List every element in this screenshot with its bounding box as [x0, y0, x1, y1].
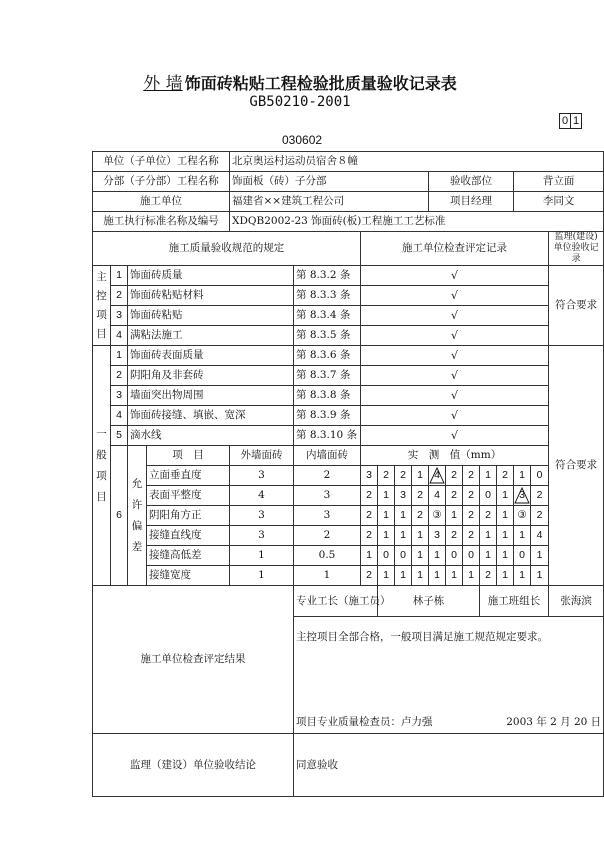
item-no: 1 [111, 346, 128, 366]
measured-value: 2 [412, 506, 429, 526]
dev-ext: 1 [230, 546, 294, 566]
unit-label: 单位（子单位）工程名称 [93, 152, 230, 172]
dev-ext: 3 [230, 466, 294, 486]
dev-ext: 3 [230, 506, 294, 526]
measured-value: 1 [463, 566, 480, 586]
dev-item-name: 立面垂直度 [147, 466, 230, 486]
item-clause: 第 8.3.4 条 [294, 306, 361, 326]
general-result: 符合要求 [549, 346, 604, 586]
measured-value: ③ [514, 506, 531, 526]
inspection-table [92, 151, 604, 797]
contractor-result-text: 主控项目全部合格，一般项目满足施工规范规定要求。 [294, 617, 604, 712]
dev-int: 3 [294, 486, 361, 506]
page-digit: 0 [559, 113, 571, 129]
measured-value: 0 [463, 546, 480, 566]
contractor-label: 施工单位 [93, 192, 230, 212]
supervise-heading: 监理(建设)单位验收记录 [549, 232, 604, 266]
measured-value: 0 [378, 546, 395, 566]
title-text: 饰面砖粘贴工程检验批质量验收记录表 [184, 74, 457, 93]
item-clause: 第 8.3.3 条 [294, 286, 361, 306]
accept-part-label: 验收部位 [429, 172, 514, 192]
foreman-label: 专业工长（施工员） [294, 586, 378, 617]
measured-value: 3 [361, 466, 378, 486]
measured-value: 1 [395, 506, 412, 526]
dev-int: 3 [294, 506, 361, 526]
pm-label: 项目经理 [429, 192, 514, 212]
measured-value: 1 [412, 546, 429, 566]
col-measured-head: 实 测 值（mm） [361, 446, 549, 466]
check-mark: √ [361, 366, 549, 386]
measured-value: 2 [531, 506, 549, 526]
measured-value: 4 [429, 466, 446, 486]
check-mark: √ [361, 306, 549, 326]
item-name: 阴阳角及非套砖 [128, 366, 294, 386]
check-mark: √ [361, 326, 549, 346]
item-clause: 第 8.3.6 条 [294, 346, 361, 366]
measured-value: 2 [361, 486, 378, 506]
dev-item-name: 接缝直线度 [147, 526, 230, 546]
check-mark: √ [361, 406, 549, 426]
measured-value: 2 [361, 506, 378, 526]
measured-value: 2 [446, 526, 463, 546]
item-name: 饰面砖粘贴 [128, 306, 294, 326]
col-int-head: 内墙面砖 [294, 446, 361, 466]
item-no: 1 [111, 266, 128, 286]
measured-value: 2 [378, 466, 395, 486]
inspection-date: 2003 年 2 月 20 日 [506, 715, 602, 728]
measured-value: 2 [446, 466, 463, 486]
triangle-mark-icon [429, 467, 445, 484]
dev-int: 2 [294, 466, 361, 486]
dev-ext: 4 [230, 486, 294, 506]
measured-value: 2 [497, 466, 514, 486]
measured-value: 1 [446, 506, 463, 526]
measured-value: 3 [395, 486, 412, 506]
dev-item-name: 表面平整度 [147, 486, 230, 506]
measured-value: 0 [514, 546, 531, 566]
measured-value: ③ [429, 506, 446, 526]
measured-value: 2 [446, 486, 463, 506]
dev-ext: 1 [230, 566, 294, 586]
measured-value: 1 [514, 526, 531, 546]
measured-value: 2 [480, 566, 497, 586]
item-no: 4 [111, 406, 128, 426]
dev-int: 2 [294, 526, 361, 546]
item-no: 3 [111, 306, 128, 326]
measured-value: 1 [361, 546, 378, 566]
measured-value: 1 [378, 566, 395, 586]
general-label: 一般项目 [93, 346, 111, 586]
supervisor-label: 监理（建设）单位验收结论 [93, 734, 294, 797]
item-name: 饰面砖粘贴材料 [128, 286, 294, 306]
measured-value: 1 [480, 466, 497, 486]
dev-item-name: 接缝高低差 [147, 546, 230, 566]
title-location: 外 墙 [143, 74, 183, 94]
measured-value: 2 [463, 486, 480, 506]
measured-value: 2 [395, 466, 412, 486]
measured-value: 1 [412, 466, 429, 486]
measured-value: 2 [361, 566, 378, 586]
measured-value: 1 [412, 566, 429, 586]
deviation-row [93, 566, 604, 586]
deviation-spacer [128, 446, 147, 586]
subdivision-label: 分部（子分部）工程名称 [93, 172, 230, 192]
item-name: 满粘法施工 [128, 326, 294, 346]
dev-item-name: 接缝宽度 [147, 566, 230, 586]
dev-int: 0.5 [294, 546, 361, 566]
measured-value: 1 [497, 526, 514, 546]
deviation-row [93, 526, 604, 546]
measured-value: 1 [531, 566, 549, 586]
item-no: 3 [111, 386, 128, 406]
measured-value: 2 [412, 486, 429, 506]
dev-int: 1 [294, 566, 361, 586]
item-clause: 第 8.3.5 条 [294, 326, 361, 346]
measured-value: 1 [412, 526, 429, 546]
measured-value: 1 [378, 506, 395, 526]
deviation-row [93, 546, 604, 566]
page-number [560, 113, 582, 129]
measured-value: 1 [514, 566, 531, 586]
deviation-label: 允许偏差 [131, 477, 143, 553]
measured-value: 1 [480, 546, 497, 566]
item-no: 4 [111, 326, 128, 346]
deviation-row [93, 506, 604, 526]
measured-value: 1 [531, 546, 549, 566]
contractor-result-label: 施工单位检查评定结果 [93, 586, 294, 734]
measured-value: 1 [395, 566, 412, 586]
deviation-row [93, 486, 604, 506]
measured-value: 3 [429, 526, 446, 546]
check-mark: √ [361, 426, 549, 446]
form-title [0, 74, 600, 94]
measured-value: 1 [497, 506, 514, 526]
measured-value: 0 [531, 466, 549, 486]
measured-value: 2 [361, 526, 378, 546]
measured-value: 0 [395, 546, 412, 566]
standard-value: XDQB2002-23 饰面砖(板)工程施工工艺标准 [230, 212, 604, 232]
accept-part-value: 背立面 [514, 172, 604, 192]
item-no: 2 [111, 286, 128, 306]
deviation-row [93, 466, 604, 486]
measured-value: 1 [514, 466, 531, 486]
pm-value: 李同文 [514, 192, 604, 212]
page-digit: 1 [570, 113, 582, 129]
dev-item-name: 阴阳角方正 [147, 506, 230, 526]
measured-value: 0 [480, 486, 497, 506]
unit-value: 北京奥运村运动员宿舍８幢 [230, 152, 604, 172]
form-code: 030602 [282, 133, 323, 147]
spec-heading: 施工质量验收规范的规定 [93, 232, 361, 266]
item-clause: 第 8.3.9 条 [294, 406, 361, 426]
measured-value: 2 [480, 506, 497, 526]
item-no: 5 [111, 426, 128, 446]
col-ext-head: 外墙面砖 [230, 446, 294, 466]
dev-ext: 3 [230, 526, 294, 546]
measured-value: 0 [446, 546, 463, 566]
measured-value: 2 [463, 526, 480, 546]
measured-value: 1 [446, 566, 463, 586]
inspector-signature: 项目专业质量检查员：卢力强 [296, 715, 433, 728]
check-mark: √ [361, 346, 549, 366]
measured-value: 2 [463, 466, 480, 486]
leader-value: 张海滨 [549, 586, 604, 617]
measured-value: 4 [531, 526, 549, 546]
foreman-value: 林子栋 [378, 586, 480, 617]
measured-value: 1 [429, 566, 446, 586]
measured-value: 1 [378, 486, 395, 506]
subdivision-value: 饰面板（砖）子分部 [230, 172, 429, 192]
deviation-no: 6 [111, 446, 128, 586]
item-name: 饰面砖表面质量 [128, 346, 294, 366]
item-clause: 第 8.3.2 条 [294, 266, 361, 286]
measured-value: 2 [531, 486, 549, 506]
item-no: 2 [111, 366, 128, 386]
measured-value: 1 [497, 486, 514, 506]
measured-value: 1 [497, 546, 514, 566]
measured-value: 1 [378, 526, 395, 546]
check-mark: √ [361, 286, 549, 306]
measured-value: 2 [463, 506, 480, 526]
item-name: 墙面突出物周围 [128, 386, 294, 406]
contractor-value: 福建省××建筑工程公司 [230, 192, 429, 212]
main-control-result: 符合要求 [549, 266, 604, 346]
triangle-mark-icon [514, 487, 530, 504]
measured-value: 4 [429, 486, 446, 506]
standard-code: GB50210-2001 [249, 94, 351, 110]
check-mark: √ [361, 266, 549, 286]
measured-value: 1 [480, 526, 497, 546]
item-clause: 第 8.3.8 条 [294, 386, 361, 406]
standard-label: 施工执行标准名称及编号 [93, 212, 230, 232]
check-heading: 施工单位检查评定记录 [361, 232, 549, 266]
inspector-line [294, 711, 604, 734]
col-item-head: 项 目 [147, 446, 230, 466]
supervisor-conclusion: 同意验收 [294, 734, 604, 797]
main-control-label: 主控项目 [93, 266, 111, 346]
measured-value: 1 [395, 526, 412, 546]
measured-value: 3 [514, 486, 531, 506]
item-name: 饰面砖接缝、填嵌、宽深 [128, 406, 294, 426]
leader-label: 施工班组长 [480, 586, 549, 617]
item-clause: 第 8.3.7 条 [294, 366, 361, 386]
measured-value: 1 [429, 546, 446, 566]
item-name: 滴水线 [128, 426, 294, 446]
check-mark: √ [361, 386, 549, 406]
measured-value: 1 [497, 566, 514, 586]
item-name: 饰面砖质量 [128, 266, 294, 286]
item-clause: 第 8.3.10 条 [294, 426, 361, 446]
